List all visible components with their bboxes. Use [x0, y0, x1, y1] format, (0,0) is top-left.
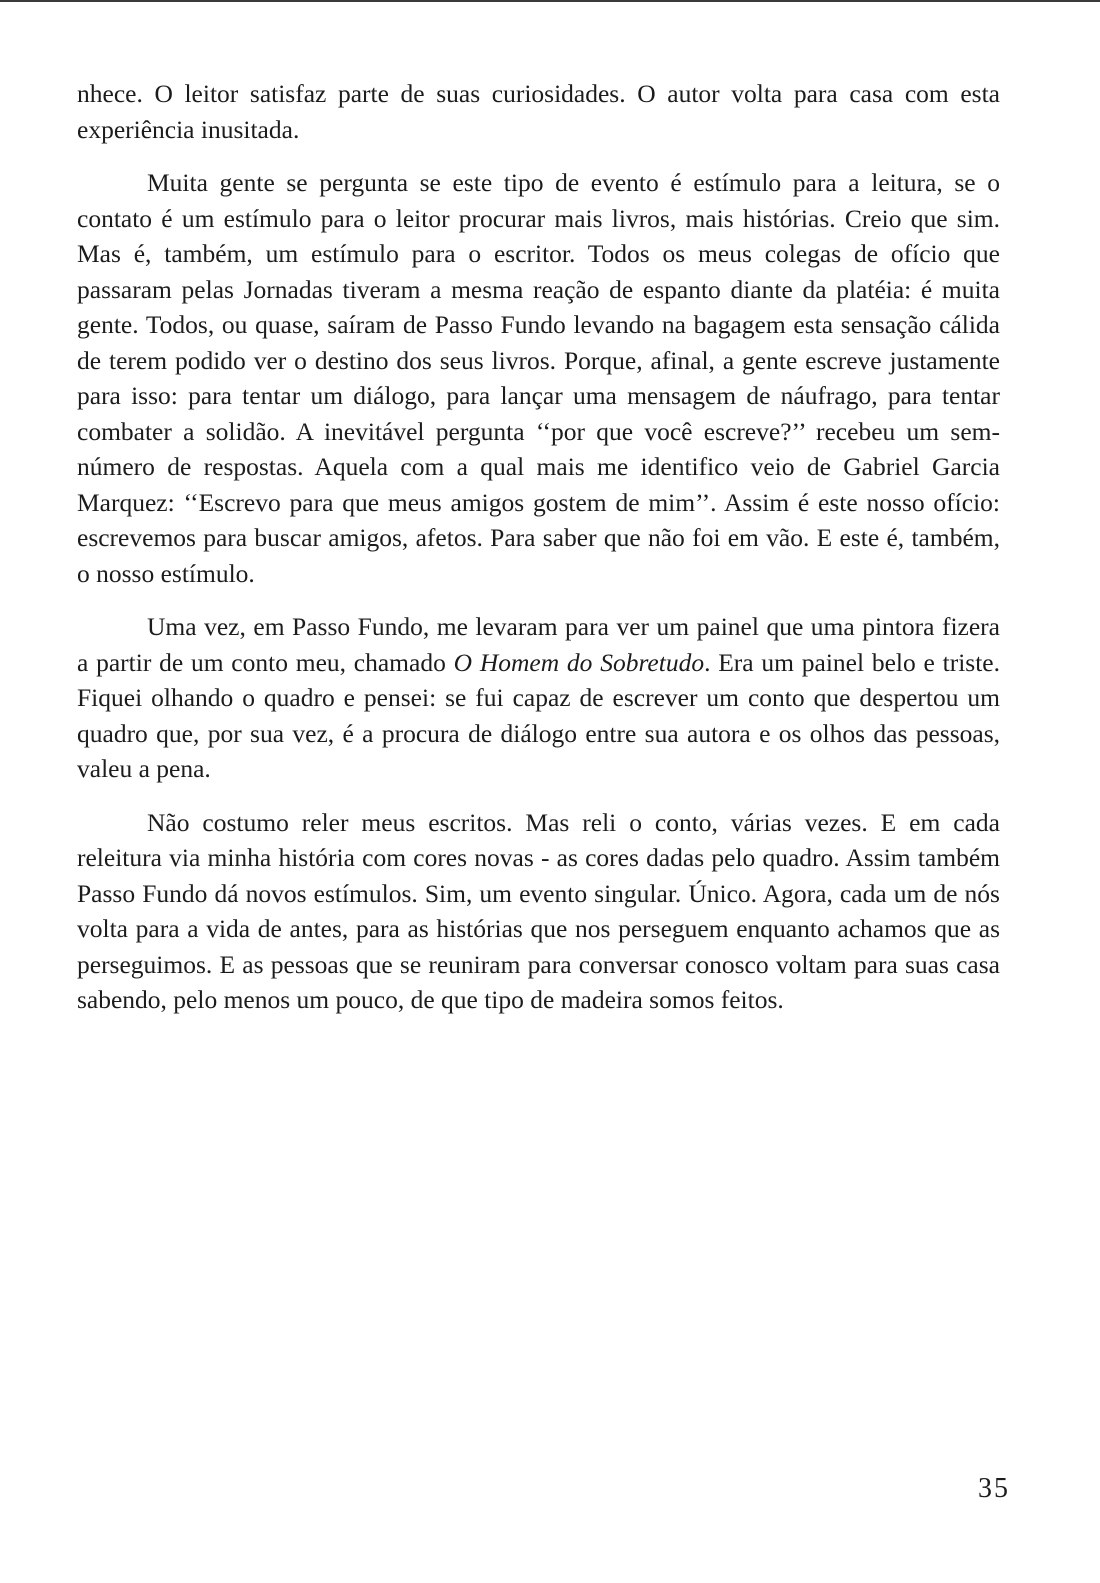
paragraph-1: nhece. O leitor satisfaz parte de suas curiosidades. O autor volta para casa com esta experiência inusitada.: [77, 79, 1000, 144]
story-title: O Homem do Sobretudo: [453, 647, 705, 677]
body-text: [77, 76, 1000, 1036]
paragraph-3-text-before: Uma vez, em Passo Fundo, me levaram para ver um painel que uma pintora fizera a partir de um conto meu, chamado: [77, 612, 1000, 677]
paragraph-4: Não costumo reler meus escritos. Mas reli o conto, várias vezes. E em cada releitura via minha história com cores novas - as cores dadas pelo quadro. Assim também Passo Fundo dá novos estímulos. Sim, um evento singular. Único. Agora, cada um de nós volta para a vida de antes, para as histórias que nos perseguem enquanto achamos que as perseguimos. E as pessoas que se reuniram para conversar conosco voltam para suas casa sabendo, pelo menos um pouco, de que tipo de madeira somos feitos.: [77, 807, 1000, 1014]
paragraph-2: Muita gente se pergunta se este tipo de evento é estímulo para a leitura, se o contato é um estímulo para o leitor procurar mais livros, mais histórias. Creio que sim. Mas é, também, um estímulo para o escritor. Todos os meus colegas de ofício que passaram pelas Jornadas tiveram a mesma reação de espanto diante da platéia: é muita gente. Todos, ou quase, saíram de Passo Fundo levando na bagagem esta sensação cálida de terem podido ver o destino dos seus livros. Porque, afinal, a gente escreve justamente para isso: para tentar um diálogo, para lançar uma mensagem de náufrago, para tentar combater a solidão. A inevitável pergunta ‘‘por que você escreve?’’ recebeu um sem-número de respostas. Aquela com a qual mais me identifico veio de Gabriel Garcia Marquez: ‘‘Escrevo para que meus amigos gostem de mim’’. Assim é este nosso ofício: escrevemos para buscar amigos, afetos. Para saber que não foi em vão. E este é, também, o nosso estímulo.: [77, 168, 1000, 588]
paragraph-3: [77, 609, 1000, 787]
page-number: 35: [978, 1473, 1010, 1504]
page-top-edge: [0, 0, 1100, 2]
paragraph-3-text-after: . Era um painel belo e triste. Fiquei olhando o quadro e pensei: se fui capaz de escrever um conto que despertou um quadro que, por sua vez, é a procura de diálogo entre sua autora e os olhos das pessoas, valeu a pena.: [77, 647, 1000, 783]
